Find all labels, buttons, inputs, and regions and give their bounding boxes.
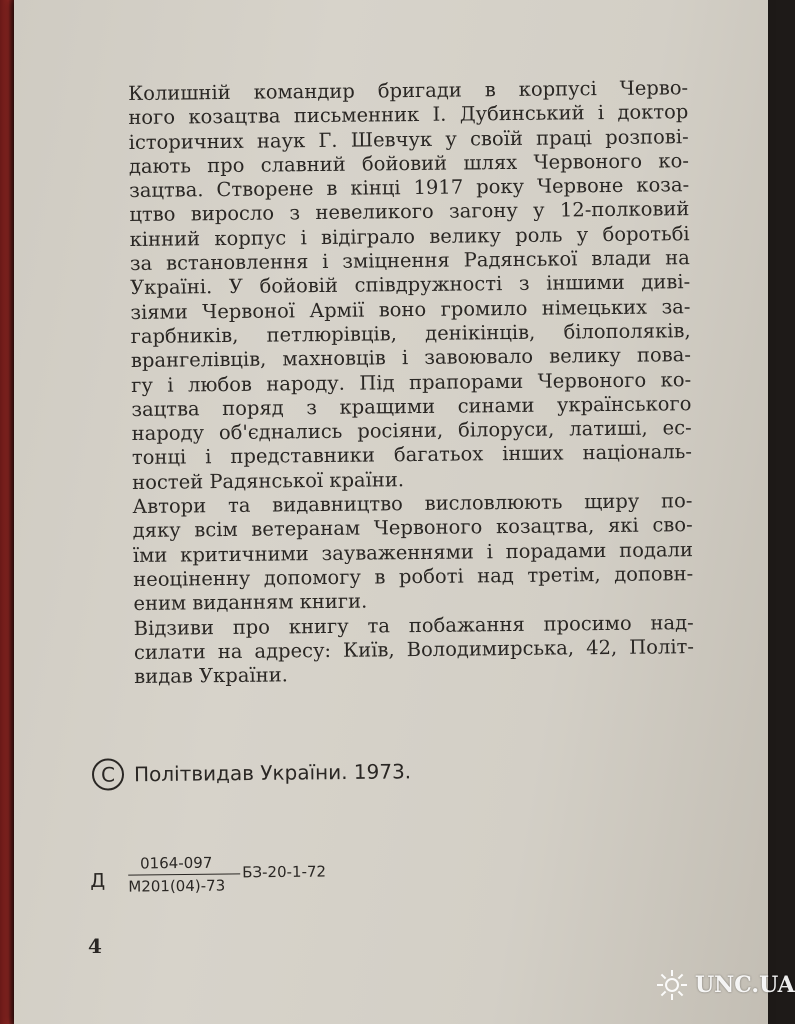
text-line: врангелівців, махновців і завоювало велику пова- bbox=[130, 343, 692, 373]
text-line: Відзиви про книгу та побажання просимо над- bbox=[133, 610, 694, 640]
paragraph-2 bbox=[132, 489, 693, 616]
publication-code-prefix: Д bbox=[90, 869, 106, 892]
text-line: силати на адресу: Київ, Володимирська, 42, Політ- bbox=[133, 634, 695, 664]
text-line: зацтва. Створене в кінці 1917 року Червоне коза- bbox=[129, 173, 690, 203]
text-line: тонці і представники багатьох інших національ- bbox=[131, 440, 693, 470]
text-line: гу і любов народу. Під прапорами Червоного ко- bbox=[131, 367, 692, 397]
watermark-text: UNC.UA bbox=[695, 972, 795, 998]
text-line: цтво виросло з невеликого загону у 12-полковий bbox=[129, 197, 690, 227]
text-line: зацтва поряд з кращими синами українського bbox=[131, 391, 692, 421]
text-line: кінний корпус і відіграло велику роль у боротьбі bbox=[129, 221, 690, 251]
text-line: за встановлення і зміцнення Радянської влади на bbox=[129, 246, 690, 276]
text-line: неоціненну допомогу в роботі над третім, доповн- bbox=[133, 562, 694, 591]
copyright-icon: C bbox=[92, 758, 124, 790]
watermark bbox=[655, 968, 795, 1002]
text-line: народу об'єднались росіяни, білоруси, латиші, ес- bbox=[131, 416, 692, 446]
publication-code-numerator: 0164-097 bbox=[139, 853, 213, 873]
publication-code-suffix: БЗ-20-1-72 bbox=[242, 862, 327, 882]
publication-code-denominator: М201(04)-73 bbox=[128, 873, 240, 895]
text-line: видав України. bbox=[134, 663, 288, 689]
text-line: Україні. У бойовій співдружності з іншими диві- bbox=[130, 270, 691, 300]
text-line: ного козацтва письменник І. Дубинський і доктор bbox=[128, 100, 689, 130]
text-line: дяку всім ветеранам Червоного козацтва, які сво- bbox=[132, 513, 693, 543]
publication-code-fraction bbox=[128, 853, 240, 895]
text-line: Автори та видавництво висловлюють щиру по- bbox=[132, 489, 693, 519]
page-number: 4 bbox=[88, 934, 102, 958]
text-line: їми критичними зауваженнями і порадами подали bbox=[132, 537, 694, 567]
text-line: зіями Червоної Армії воно громило німецьких за- bbox=[130, 294, 691, 324]
paragraph-3 bbox=[134, 611, 695, 690]
text-line: ностей Радянської країни. bbox=[132, 467, 405, 494]
book-cover-edge bbox=[0, 0, 14, 1024]
text-line: дають про славний бойовий шлях Червоного ко- bbox=[128, 149, 689, 178]
text-line: історичних наук Г. Шевчук у своїй праці розпові- bbox=[128, 124, 689, 154]
text-line: гарбників, петлюрівців, денікінців, білополяків, bbox=[130, 319, 691, 348]
text-line: Колишній командир бригади в корпусі Черво- bbox=[128, 76, 689, 105]
body-text bbox=[128, 76, 694, 689]
sun-logo-icon bbox=[655, 968, 689, 1002]
text-line: еним виданням книги. bbox=[133, 589, 368, 616]
copyright-notice bbox=[92, 755, 411, 790]
copyright-text: Політвидав України. 1973. bbox=[133, 759, 412, 787]
paragraph-1 bbox=[128, 76, 692, 495]
